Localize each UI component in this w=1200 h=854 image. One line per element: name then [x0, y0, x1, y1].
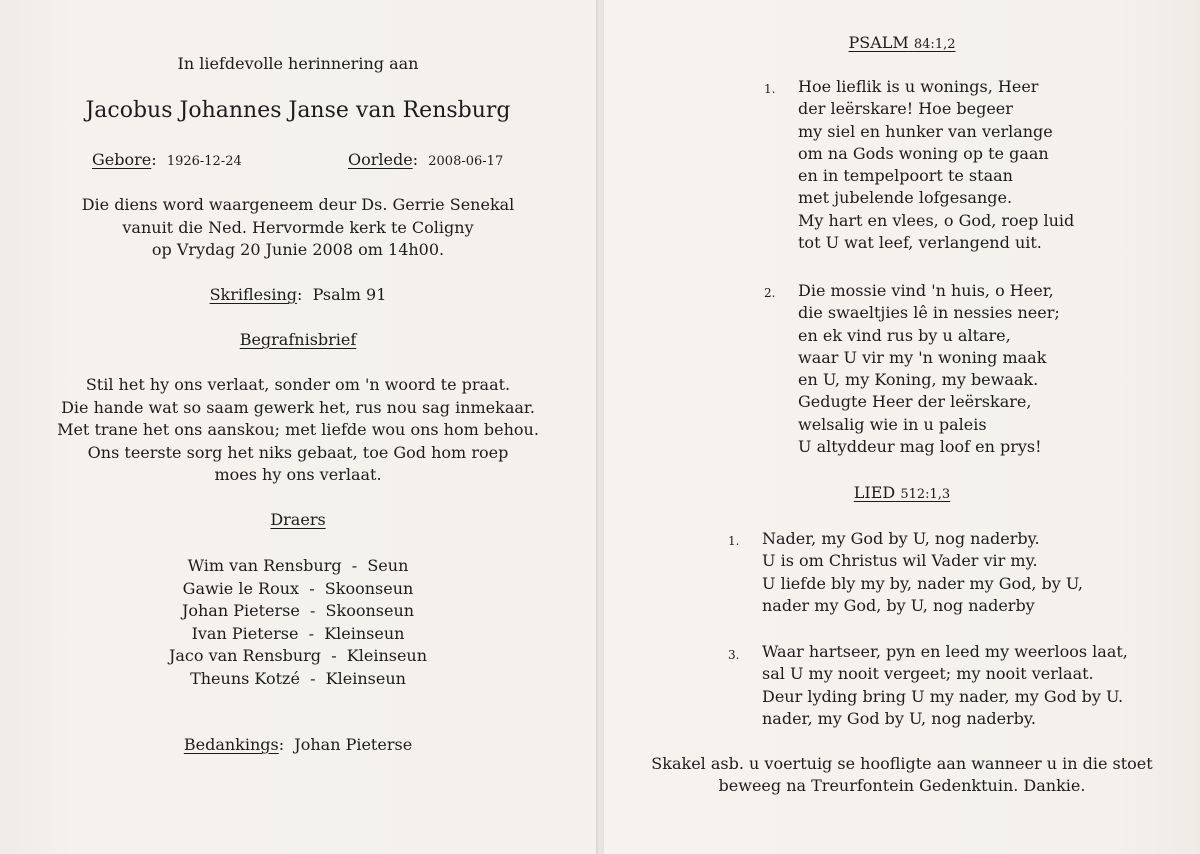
born-label: Gebore: [92, 150, 152, 169]
thanks-row: Bedankings: Johan Pieterse: [183, 735, 413, 754]
verse-line: tot U wat leef, verlangend uit.: [798, 233, 1042, 253]
verse-number: 1.: [728, 534, 740, 548]
lied-reference: 512:1,3: [900, 487, 951, 502]
bearer-name: Wim van Rensburg: [187, 556, 342, 575]
page-fold: [596, 0, 604, 854]
verse-line: met jubelende lofgesange.: [798, 188, 1013, 208]
lied-verse: [762, 641, 1128, 730]
verse-line: en in tempelpoort te staan: [798, 166, 1013, 186]
verse-number: 2.: [764, 286, 776, 300]
bearer-relation: Skoonseun: [324, 578, 414, 598]
verse-line: U altyddeur mag loof en prys!: [798, 437, 1042, 457]
psalm-verse: [798, 280, 1060, 458]
verse-line: die swaeltjies lê in nessies neer;: [798, 303, 1060, 323]
reading-value: Psalm 91: [312, 285, 387, 304]
died-label: Oorlede: [348, 150, 413, 169]
verse-line: waar U vir my 'n woning maak: [798, 347, 1047, 367]
bearer-row: Gawie le Roux - Skoonseun: [182, 578, 414, 598]
service-line: op Vrydag 20 Junie 2008 om 14h00.: [151, 240, 445, 259]
bearer-relation: Skoonseun: [325, 601, 415, 620]
letter-line: Stil het hy ons verlaat, sonder om 'n woord te praat.: [85, 375, 511, 394]
letter-heading: Begrafnisbrief: [239, 330, 357, 349]
lied-verse: [762, 528, 1083, 617]
verse-line: U liefde bly my by, nader my God, by U,: [762, 573, 1083, 593]
service-details: [0, 194, 596, 262]
closing-notice: [604, 753, 1200, 798]
verse-number: 3.: [728, 648, 740, 662]
left-page: [0, 0, 596, 854]
bearer-name: Ivan Pieterse: [191, 623, 299, 643]
letter-line: Die hande wat so saam gewerk het, rus nou sag inmekaar.: [61, 397, 535, 417]
psalm-verse: [798, 76, 1074, 254]
born-date: 1926-12-24: [166, 154, 242, 169]
bearer-row: Theuns Kotzé - Kleinseun: [190, 668, 406, 688]
verse-line: der leërskare! Hoe begeer: [798, 99, 1013, 119]
verse-line: Waar hartseer, pyn en leed my weerloos laat,: [762, 642, 1128, 661]
intro-text: In liefdevolle herinnering aan: [177, 54, 419, 73]
verse-line: My hart en vlees, o God, roep luid: [798, 210, 1075, 230]
psalm-title: PSALM: [848, 33, 909, 52]
verse-line: nader my God, by U, nog naderby: [762, 595, 1035, 615]
bearer-name: Gawie le Roux: [182, 578, 300, 598]
bearer-name: Jaco van Rensburg: [168, 646, 322, 665]
verse-line: U is om Christus wil Vader vir my.: [762, 551, 1038, 571]
closing-line: Skakel asb. u voertuig se hoofligte aan wanneer u in die stoet: [651, 754, 1153, 773]
bearer-relation: Kleinseun: [346, 646, 428, 665]
bearers-list: [0, 555, 596, 690]
lied-heading: [604, 483, 1200, 502]
verse-line: my siel en hunker van verlange: [798, 121, 1053, 141]
letter-line: Ons teerste sorg het niks gebaat, toe God hom roep: [87, 442, 509, 462]
verse-number: 1.: [764, 82, 776, 96]
bearer-row: Wim van Rensburg - Seun: [187, 556, 409, 575]
died-date: 2008-06-17: [428, 154, 504, 169]
letter-line: Met trane het ons aanskou; met liefde wou ons hom behou.: [57, 420, 539, 439]
deceased-name: Jacobus Johannes Janse van Rensburg: [85, 98, 511, 123]
bearer-row: Jaco van Rensburg - Kleinseun: [168, 646, 428, 665]
bearer-name: Theuns Kotzé: [190, 668, 300, 688]
bearer-relation: Kleinseun: [324, 623, 405, 643]
verse-line: Hoe lieflik is u wonings, Heer: [798, 77, 1039, 96]
verse-line: Deur lyding bring U my nader, my God by U.: [762, 686, 1124, 706]
bearer-relation: Seun: [367, 556, 409, 575]
bearers-heading: Draers: [270, 510, 326, 529]
verse-line: sal U my nooit vergeet; my nooit verlaat.: [762, 664, 1094, 684]
psalm-heading: [604, 33, 1200, 52]
letter-line: moes hy ons verlaat.: [214, 465, 382, 484]
verse-line: welsalig wie in u paleis: [798, 414, 987, 434]
verse-line: en U, my Koning, my bewaak.: [798, 370, 1039, 390]
lied-title: LIED: [853, 483, 896, 502]
thanks-value: Johan Pieterse: [294, 735, 413, 754]
verse-line: om na Gods woning op te gaan: [798, 143, 1049, 163]
service-line: vanuit die Ned. Hervormde kerk te Coligny: [122, 217, 474, 237]
verse-line: Nader, my God by U, nog naderby.: [762, 529, 1040, 548]
bearer-row: Johan Pieterse - Skoonseun: [181, 601, 415, 620]
bearer-relation: Kleinseun: [325, 668, 406, 688]
thanks-label: Bedankings: [183, 735, 279, 754]
born-row: Gebore: 1926-12-24: [92, 150, 242, 169]
bearer-row: Ivan Pieterse - Kleinseun: [191, 623, 405, 643]
verse-line: Die mossie vind 'n huis, o Heer,: [798, 281, 1054, 300]
verse-line: en ek vind rus by u altare,: [798, 325, 1011, 345]
died-row: Oorlede: 2008-06-17: [348, 150, 504, 169]
closing-line: beweeg na Treurfontein Gedenktuin. Dankie.: [718, 776, 1086, 796]
reading-row: Skriflesing: Psalm 91: [209, 285, 387, 304]
verse-line: nader, my God by U, nog naderby.: [762, 708, 1036, 728]
reading-label: Skriflesing: [209, 285, 298, 304]
service-line: Die diens word waargeneem deur Ds. Gerrie Senekal: [81, 195, 515, 214]
right-page: [604, 0, 1200, 854]
letter-body: [0, 374, 596, 487]
verse-line: Gedugte Heer der leërskare,: [798, 392, 1032, 412]
bearer-name: Johan Pieterse: [181, 601, 300, 620]
psalm-reference: 84:1,2: [913, 37, 956, 52]
